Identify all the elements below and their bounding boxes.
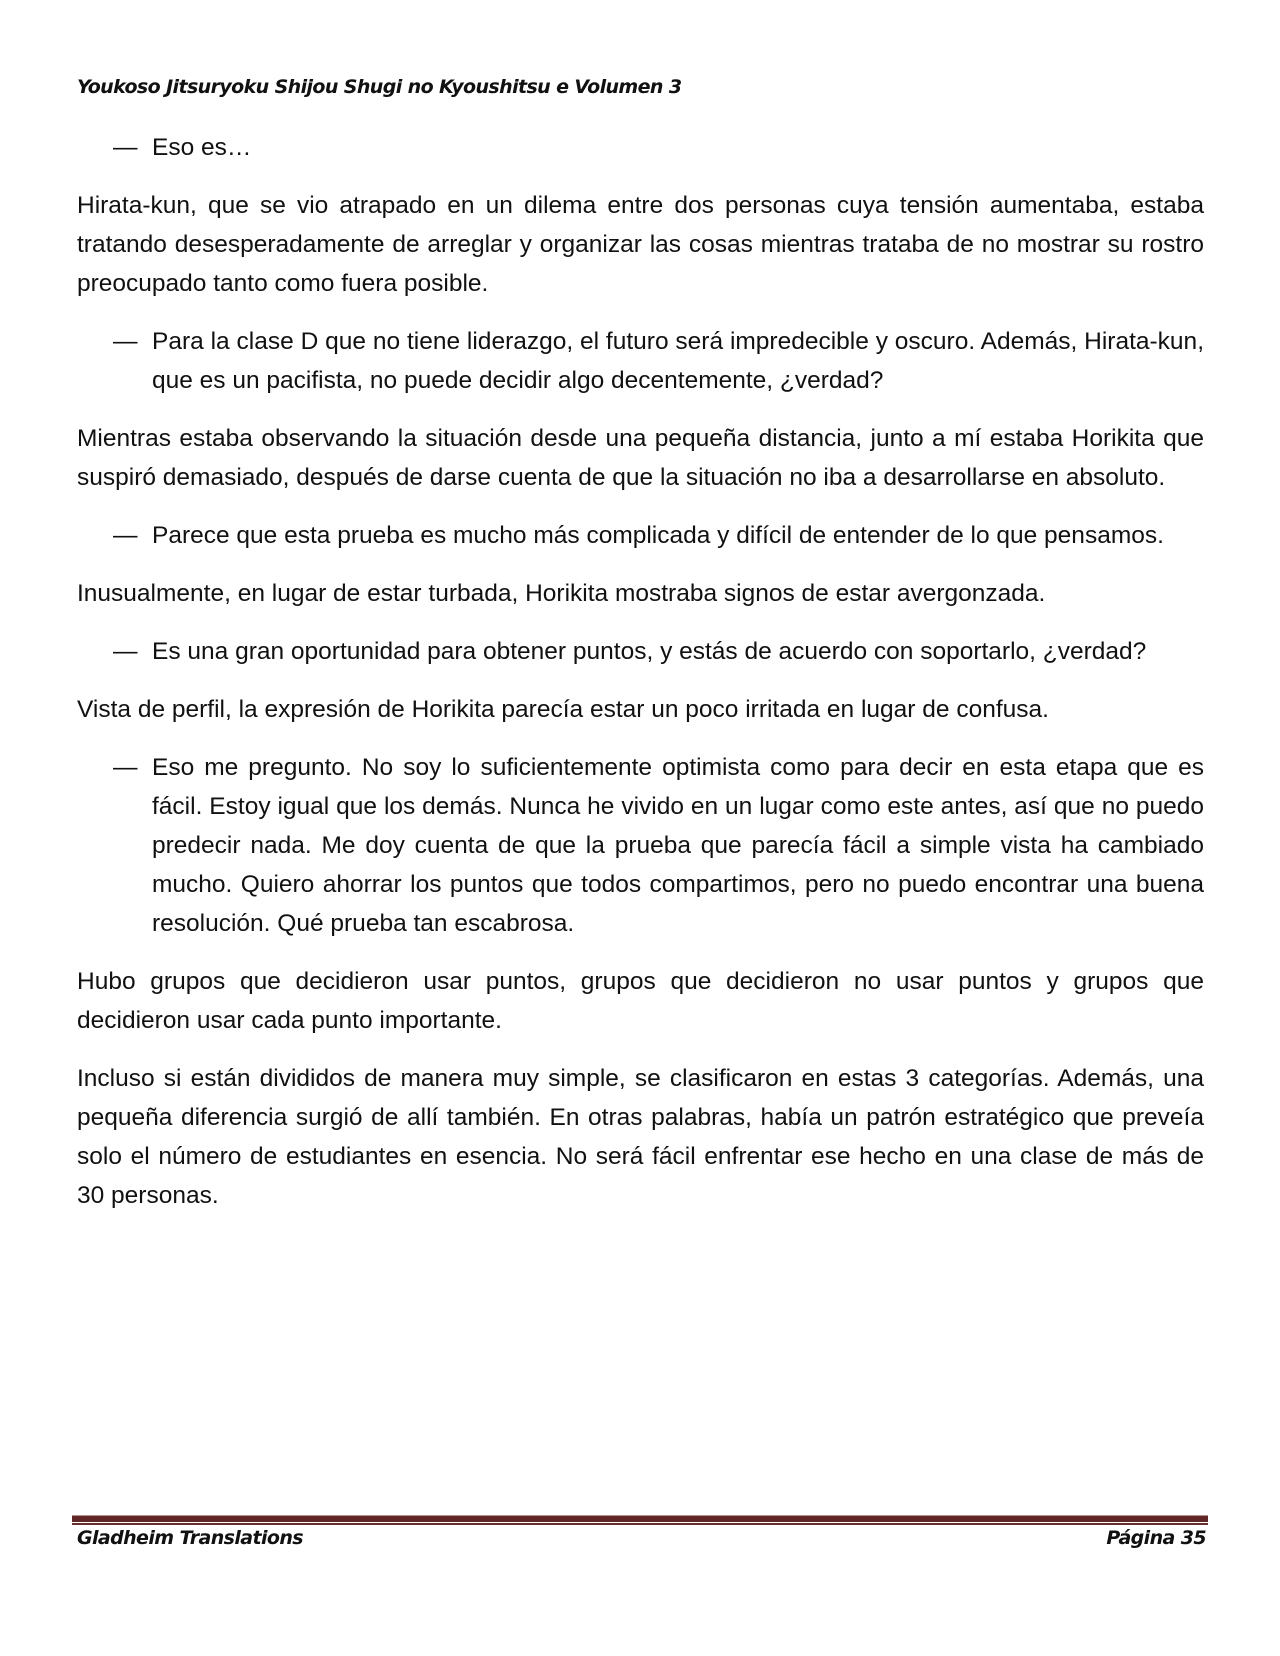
dialogue-text: Parece que esta prueba es mucho más complicada y difícil de entender de lo que pensamos. bbox=[152, 522, 1164, 549]
paragraph: Mientras estaba observando la situación desde una pequeña distancia, junto a mí estaba Horikita que suspiró demasiado, después de darse cuenta de que la situación no iba a desarrollarse en absoluto. bbox=[77, 425, 1204, 491]
paragraph: Hubo grupos que decidieron usar puntos, grupos que decidieron no usar puntos y grupos que decidieron usar cada punto importante. bbox=[77, 968, 1204, 1034]
dialogue-text: Para la clase D que no tiene liderazgo, el futuro será impredecible y oscuro. Además, Hirata-kun, que es un pacifista, no puede decidir algo decentemente, ¿verdad? bbox=[152, 328, 1204, 394]
dialogue-text: Eso es… bbox=[152, 134, 252, 161]
footer-rule bbox=[72, 1515, 1208, 1526]
page-body bbox=[77, 128, 1204, 1234]
dialogue-line bbox=[77, 128, 1204, 167]
dialogue-dash: — bbox=[113, 638, 138, 665]
paragraph: Inusualmente, en lugar de estar turbada, Horikita mostraba signos de estar avergonzada. bbox=[77, 580, 1046, 607]
dialogue-text: Es una gran oportunidad para obtener puntos, y estás de acuerdo con soportarlo, ¿verdad? bbox=[152, 638, 1147, 665]
page-number: Página 35 bbox=[1106, 1527, 1206, 1549]
footer-rule-line bbox=[72, 1523, 1208, 1525]
dialogue-line bbox=[77, 322, 1204, 400]
dialogue-line bbox=[77, 748, 1204, 943]
dialogue-dash: — bbox=[113, 134, 138, 161]
paragraph: Hirata-kun, que se vio atrapado en un dilema entre dos personas cuya tensión aumentaba, estaba tratando desesperadamente de arreglar y organizar las cosas mientras trataba de no mostrar su rostro preocupado tanto como fuera posible. bbox=[77, 192, 1204, 297]
dialogue-dash: — bbox=[113, 328, 138, 355]
dialogue-dash: — bbox=[113, 522, 138, 549]
dialogue-dash: — bbox=[113, 754, 138, 781]
paragraph: Incluso si están divididos de manera muy simple, se clasificaron en estas 3 categorías. Además, una pequeña diferencia surgió de allí también. En otras palabras, había un patrón estratégico que preveía solo el número de estudiantes en esencia. No será fácil enfrentar ese hecho en una clase de más de 30 personas. bbox=[77, 1065, 1204, 1209]
dialogue-line bbox=[77, 516, 1204, 555]
footer-credit: Gladheim Translations bbox=[77, 1527, 303, 1549]
paragraph: Vista de perfil, la expresión de Horikita parecía estar un poco irritada en lugar de confusa. bbox=[77, 696, 1049, 723]
dialogue-text: Eso me pregunto. No soy lo suficientemente optimista como para decir en esta etapa que es fácil. Estoy igual que los demás. Nunca he vivido en un lugar como este antes, así que no puedo predecir nada. Me doy cuenta de que la prueba que parecía fácil a simple vista ha cambiado mucho. Quiero ahorrar los puntos que todos compartimos, pero no puedo encontrar una buena resolución. Qué prueba tan escabrosa. bbox=[152, 754, 1204, 937]
dialogue-line bbox=[77, 632, 1204, 671]
running-header: Youkoso Jitsuryoku Shijou Shugi no Kyoushitsu e Volumen 3 bbox=[77, 76, 682, 98]
